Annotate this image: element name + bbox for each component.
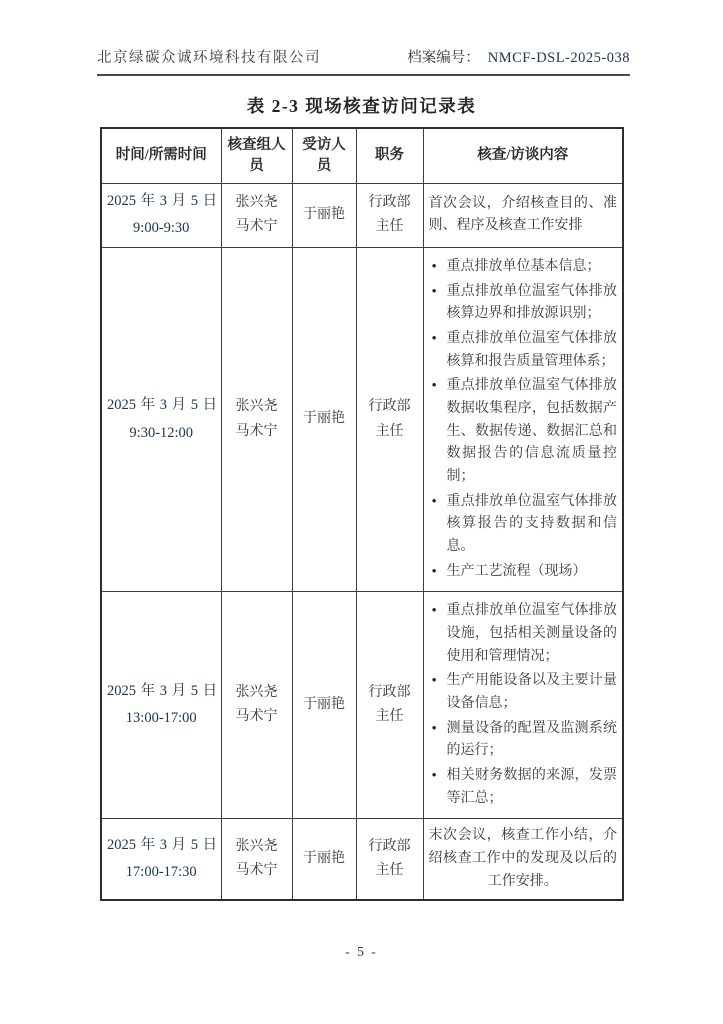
- auditor-name: 马术宁: [235, 863, 278, 879]
- time-text: 9:30-12:00: [129, 424, 194, 441]
- page-title: 表 2-3 现场核查访问记录表: [246, 96, 477, 116]
- cell-interviewee: [292, 592, 356, 819]
- position-text: 主任: [375, 219, 404, 235]
- position-text: 主任: [375, 863, 404, 879]
- cell-interviewee: [292, 184, 356, 248]
- cell-time: [101, 592, 221, 819]
- cell-time: [101, 184, 221, 248]
- cell-content: [423, 592, 623, 819]
- cell-position: [356, 592, 423, 819]
- position-text: 主任: [375, 423, 404, 439]
- bullet-item: • 重点排放单位温室气体排放核算边界和排放源识别；: [429, 281, 618, 326]
- bullet-item: • 重点排放单位温室气体排放设施，包括相关测量设备的使用和管理情况；: [429, 600, 618, 668]
- cell-auditor-team: [221, 592, 292, 819]
- time-text: 17:00-17:30: [125, 864, 197, 881]
- bullet-item: • 重点排放单位温室气体排放核算和报告质量管理体系；: [429, 328, 618, 373]
- content-text: 末次会议，核查工作小结，介绍核查工作中的发现及以后的工作安排。: [428, 828, 617, 889]
- cell-position: [356, 247, 423, 591]
- date-text: 2025 年 3 月 5 日: [107, 836, 218, 853]
- cell-time: [101, 247, 221, 591]
- cell-content: [423, 184, 623, 248]
- cell-position: [356, 184, 423, 248]
- bullet-item: • 生产用能设备以及主要计量设备信息；: [429, 670, 618, 715]
- header-cell-auditors: 核查组人员: [221, 128, 292, 184]
- auditor-name: 张兴尧: [235, 684, 278, 700]
- time-text: 9:00-9:30: [133, 220, 190, 237]
- time-text: 13:00-17:00: [125, 710, 197, 727]
- auditor-name: 马术宁: [235, 219, 278, 235]
- company-name: 北京绿碳众诚环境科技有限公司: [97, 50, 321, 66]
- interviewee-name: 于丽艳: [303, 411, 345, 427]
- cell-interviewee: [292, 819, 356, 901]
- bullet-item: • 重点排放单位基本信息；: [429, 256, 618, 279]
- bullet-item: • 重点排放单位温室气体排放数据收集程序，包括数据产生、数据传递、数据汇总和数据报告的信息流质量控制；: [429, 375, 618, 488]
- table-row: [101, 247, 623, 591]
- date-text: 2025 年 3 月 5 日: [107, 682, 218, 699]
- auditor-name: 马术宁: [235, 423, 278, 439]
- visit-record-table: [100, 127, 624, 901]
- table-row: [101, 592, 623, 819]
- cell-auditor-team: [221, 819, 292, 901]
- cell-time: [101, 819, 221, 901]
- archive-number-block: [407, 46, 630, 67]
- position-text: 行政部: [368, 684, 411, 700]
- position-text: 行政部: [368, 399, 411, 415]
- cell-auditor-team: [221, 184, 292, 248]
- header-cell-position: 职务: [356, 128, 423, 184]
- interviewee-name: 于丽艳: [303, 207, 345, 223]
- bullet-item: • 相关财务数据的来源，发票等汇总；: [429, 765, 618, 810]
- table-row: [101, 184, 623, 248]
- date-text: 2025 年 3 月 5 日: [107, 397, 218, 414]
- bullet-list: [429, 256, 618, 583]
- auditor-name: 张兴尧: [235, 399, 278, 415]
- bullet-list: [429, 600, 618, 810]
- content-text: 首次会议，介绍核查目的、准则、程序及核查工作安排: [428, 195, 617, 234]
- header-cell-time: 时间/所需时间: [101, 128, 221, 184]
- position-text: 行政部: [368, 194, 411, 210]
- cell-interviewee: [292, 247, 356, 591]
- auditor-name: 张兴尧: [235, 194, 278, 210]
- auditor-name: 张兴尧: [235, 838, 278, 854]
- cell-content: [423, 819, 623, 901]
- interviewee-name: 于丽艳: [303, 851, 345, 867]
- table-body: [101, 184, 623, 901]
- position-text: 行政部: [368, 838, 411, 854]
- running-header: [97, 46, 630, 76]
- interviewee-name: 于丽艳: [303, 697, 345, 713]
- header-cell-content: 核查/访谈内容: [423, 128, 623, 184]
- cell-content: [423, 247, 623, 591]
- header-cell-interviewee: 受访人员: [292, 128, 356, 184]
- archive-label: 档案编号：: [407, 50, 480, 66]
- position-text: 主任: [375, 709, 404, 725]
- auditor-name: 马术宁: [235, 709, 278, 725]
- archive-number: NMCF-DSL-2025-038: [487, 50, 630, 66]
- bullet-item: • 生产工艺流程（现场）: [429, 561, 618, 584]
- cell-position: [356, 819, 423, 901]
- page-number: - 5 -: [345, 944, 378, 959]
- table-row: [101, 819, 623, 901]
- table-header-row: [101, 128, 623, 184]
- bullet-item: • 重点排放单位温室气体排放核算报告的支持数据和信息。: [429, 491, 618, 559]
- cell-auditor-team: [221, 247, 292, 591]
- date-text: 2025 年 3 月 5 日: [107, 193, 218, 209]
- bullet-item: • 测量设备的配置及监测系统的运行；: [429, 718, 618, 763]
